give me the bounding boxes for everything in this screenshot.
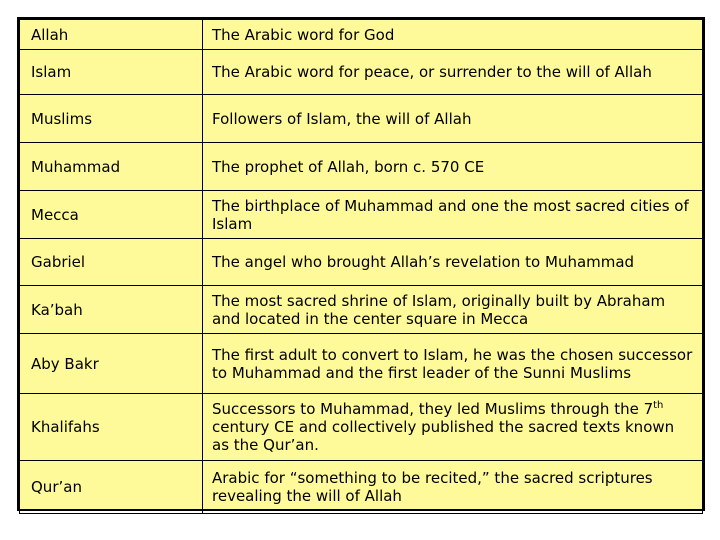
definition-cell: The angel who brought Allah’s revelation to Muhammad [203,239,703,286]
term-cell: Qur’an [20,461,203,514]
definition-cell: The Arabic word for peace, or surrender to the will of Allah [203,50,703,95]
definition-cell: Followers of Islam, the will of Allah [203,95,703,143]
glossary-table [17,17,705,511]
glossary-table-grid [19,19,703,514]
table-row [20,461,703,514]
table-row [20,20,703,50]
definition-cell [203,394,703,461]
term-cell: Mecca [20,191,203,239]
definition-cell: The birthplace of Muhammad and one the most sacred cities of Islam [203,191,703,239]
term-cell: Ka’bah [20,286,203,334]
definition-cell: The Arabic word for God [203,20,703,50]
term-cell: Aby Bakr [20,334,203,394]
term-cell: Muslims [20,95,203,143]
term-cell: Islam [20,50,203,95]
table-row [20,394,703,461]
term-cell: Gabriel [20,239,203,286]
table-row [20,239,703,286]
term-cell: Allah [20,20,203,50]
table-row [20,334,703,394]
table-row [20,50,703,95]
definition-cell: The prophet of Allah, born c. 570 CE [203,143,703,191]
table-row [20,95,703,143]
table-row [20,143,703,191]
term-cell: Muhammad [20,143,203,191]
definition-cell: The first adult to convert to Islam, he was the chosen successor to Muhammad and the first leader of the Sunni Muslims [203,334,703,394]
definition-cell: The most sacred shrine of Islam, originally built by Abraham and located in the center square in Mecca [203,286,703,334]
table-row [20,191,703,239]
definition-text-part: century CE and collectively published the sacred texts known as the Qur’an. [212,418,675,454]
definition-cell: Arabic for “something to be recited,” the sacred scriptures revealing the will of Allah [203,461,703,514]
ordinal-superscript: th [653,400,664,411]
term-cell: Khalifahs [20,394,203,461]
table-row [20,286,703,334]
definition-text-part: Successors to Muhammad, they led Muslims through the 7 [212,400,654,418]
